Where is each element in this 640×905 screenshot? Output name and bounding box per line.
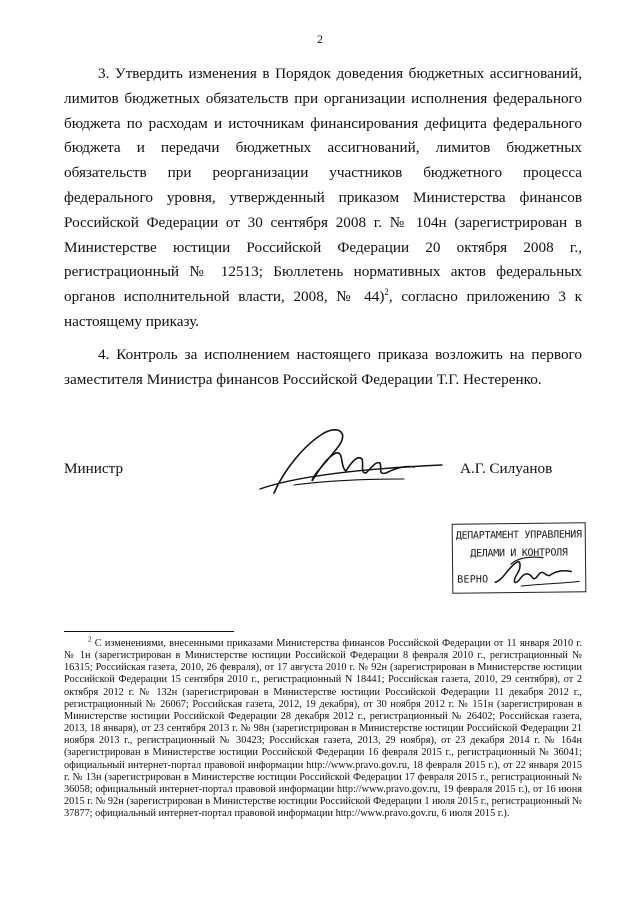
footnote-text: С изменениями, внесенными приказами Министерства финансов Российской Федерации от 11 января 2010 г. № 1н (зарегистрирован в Министерстве юстиции Российской Федерации 8 февраля 2010 г., регистрационный № 16315; Российская газета, 2010, 26 февраля), от 17 августа 2010 г. № 92н (зарегистрирован в Министерстве юстиции Российской Федерации 15 сентября 2010 г., регистрационный N 18441; Российская газета, 2010, 29 сентября), от 2 октября 2012 г. № 132н (зарегистрирован в Министерстве юстиции Российской Федерации 11 декабря 2012 г., регистрационный № 26067; Российская газета, 2012, 19 декабря), от 30 ноября 2012 г. № 151н (зарегистрирован в Министерстве юстиции Российской Федерации 28 декабря 2012 г., регистрационный № 26402; Российская газета, 2013, 18 января), от 23 сентября 2013 г. № 98н (зарегистрирован в Министерстве юстиции Российской Федерации 21 ноября 2013 г., регистрационный № 30423; Российская газета, 2013, 29 ноября), от 23 декабря 2014 г. № 164н (зарегистрирован в Министерстве юстиции Российской Федерации 16 февраля 2015 г., регистрационный № 36041; официальный интернет-портал правовой информации http://www.pravo.gov.ru, 18 февраля 2015 г.), от 22 января 2015 г. № 13н (зарегистрирован в Министерстве юстиции Российской Федерации 17 февраля 2015 г., регистрационный № 36058; официальный интернет-портал правовой информации http://www.pravo.gov.ru, 19 февраля 2015 г.), от 16 июня 2015 г. № 92н (зарегистрирован в Министерстве юстиции Российской Федерации 1 июля 2015 г., регистрационный № 37877; официальный интернет-портал правовой информации http://www.pravo.gov.ru, 6 июля 2015 г.).: [64, 638, 582, 820]
verification-stamp: [452, 522, 587, 593]
stamp-department-line-2: ДЕЛАМИ И КОНТРОЛЯ: [470, 547, 568, 560]
footnote-divider: [64, 631, 234, 632]
paragraph-3-text: 3. Утвердить изменения в Порядок доведения бюджетных ассигнований, лимитов бюджетных обязательств при организации исполнения федерального бюджета по расходам и источникам финансирования дефицита федерального бюджета и передачи бюджетных ассигнований, лимитов бюджетных обязательств при реорганизации участников бюджетного процесса федерального уровня, утвержденный приказом Министерства финансов Российской Федерации от 30 сентября 2008 г. № 104н (зарегистрирован в Министерстве юстиции Российской Федерации 20 октября 2008 г., регистрационный № 12513; Бюллетень нормативных актов федеральных органов исполнительной власти, 2008, № 44): [64, 65, 582, 306]
stamp-handwritten-signature: [491, 553, 583, 592]
signatory-role: Министр: [64, 460, 124, 477]
paragraph-3-tail: , согласно приложению 3 к настоящему приказу.: [64, 288, 582, 330]
footnote-marker: 2: [88, 635, 92, 644]
paragraph-3: [64, 62, 582, 335]
paragraph-4: 4. Контроль за исполнением настоящего приказа возложить на первого заместителя Министра финансов Российской Федерации Т.Г. Нестеренко.: [64, 345, 582, 388]
page-number: 2: [317, 32, 323, 46]
signature-block: [64, 455, 582, 495]
stamp-verified-label: ВЕРНО: [457, 574, 489, 586]
handwritten-signature: [254, 415, 444, 505]
signatory-name: А.Г. Силуанов: [460, 460, 553, 477]
footnote-reference[interactable]: 2: [384, 287, 389, 298]
footnote: [64, 635, 582, 820]
stamp-department-line: ДЕПАРТАМЕНТ УПРАВЛЕНИЯ: [455, 529, 582, 542]
document-body: [64, 62, 582, 392]
